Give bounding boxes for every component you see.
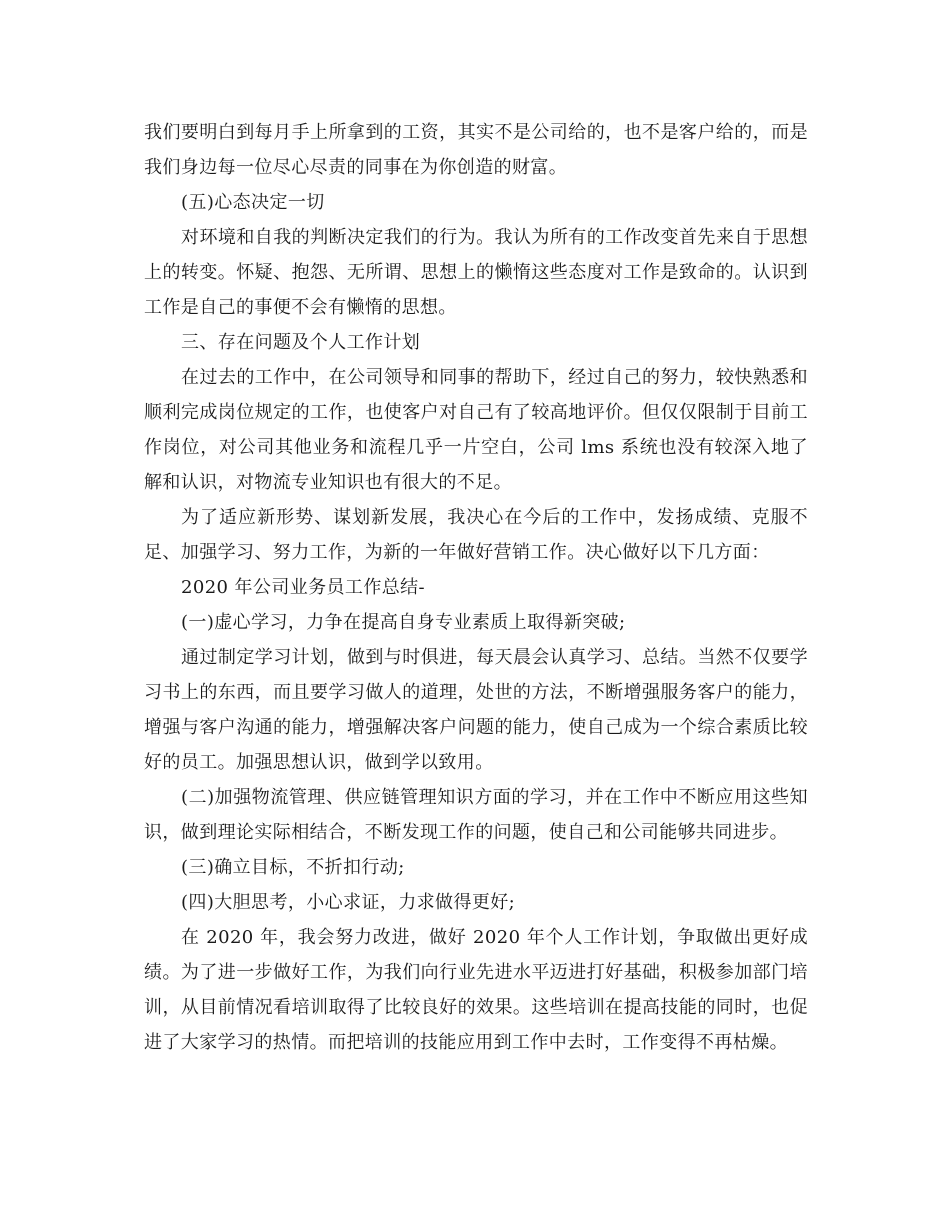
section-heading: 三、存在问题及个人工作计划 bbox=[181, 332, 421, 353]
paragraph: 在过去的工作中，在公司领导和同事的帮助下，经过自己的努力，较快熟悉和顺利完成岗位规定的工作，也使客户对自己有了较高地评价。但仅仅限制于目前工作岗位，对公司其他业务和流程几乎一片空白，公司 lms 系统也没有较深入地了解和认识，对物流专业知识也有很大的不足。 bbox=[144, 367, 808, 493]
section-heading: (五)心态决定一切 bbox=[181, 192, 325, 213]
paragraph: 对环境和自我的判断决定我们的行为。我认为所有的工作改变首先来自于思想上的转变。怀疑、抱怨、无所谓、思想上的懒惰这些态度对工作是致命的。认识到工作是自己的事便不会有懒惰的思想。 bbox=[144, 227, 808, 318]
paragraph: 在 2020 年，我会努力改进，做好 2020 年个人工作计划，争取做出更好成绩。为了进一步做好工作，为我们向行业先进水平迈进打好基础，积极参加部门培训，从目前情况看培训取得了比较良好的效果。这些培训在提高技能的同时，也促进了大家学习的热情。而把培训的技能应用到工作中去时，工作变得不再枯燥。 bbox=[144, 927, 808, 1053]
paragraph: 为了适应新形势、谋划新发展，我决心在今后的工作中，发扬成绩、克服不足、加强学习、努力工作，为新的一年做好营销工作。决心做好以下几方面： bbox=[144, 507, 808, 563]
paragraph: 通过制定学习计划，做到与时俱进，每天晨会认真学习、总结。当然不仅要学习书上的东西，而且要学习做人的道理，处世的方法，不断增强服务客户的能力，增强与客户沟通的能力，增强解决客户问题的能力，使自己成为一个综合素质比较好的员工。加强思想认识，做到学以致用。 bbox=[144, 647, 808, 773]
section-heading: (一)虚心学习，力争在提高自身专业素质上取得新突破; bbox=[181, 612, 626, 633]
paragraph: (二)加强物流管理、供应链管理知识方面的学习，并在工作中不断应用这些知识，做到理论实际相结合，不断发现工作的问题，使自己和公司能够共同进步。 bbox=[144, 787, 808, 843]
section-heading: (三)确立目标，不折扣行动; bbox=[181, 857, 405, 878]
document-body bbox=[144, 115, 808, 1060]
section-heading: 2020 年公司业务员工作总结- bbox=[181, 577, 426, 598]
section-heading: (四)大胆思考，小心求证，力求做得更好; bbox=[181, 892, 516, 913]
paragraph: 我们要明白到每月手上所拿到的工资，其实不是公司给的，也不是客户给的，而是我们身边每一位尽心尽责的同事在为你创造的财富。 bbox=[144, 122, 808, 178]
